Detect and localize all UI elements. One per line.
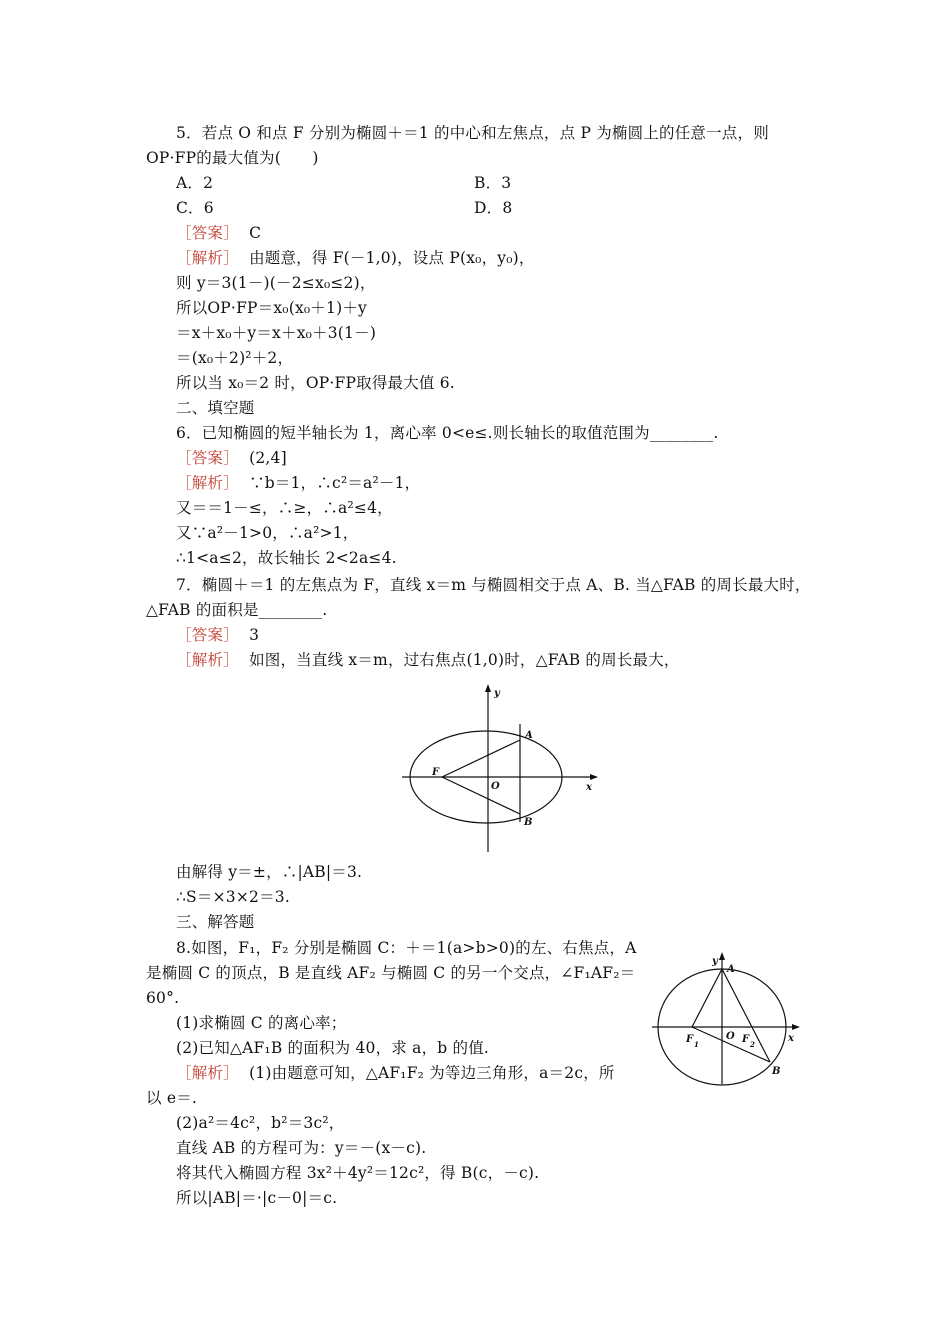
q5-analysis-line3: 所以OP·FP＝x₀(x₀＋1)＋y	[176, 299, 367, 317]
q8-part1: (1)求椭圆 C 的离心率；	[176, 1014, 347, 1032]
label-A: A	[525, 730, 533, 741]
analysis-text: 如图，当直线 x＝m，过右焦点(1,0)时，△FAB 的周长最大，	[249, 651, 680, 669]
y-axis-arrow	[719, 952, 725, 960]
q8-analysis-line1	[176, 1063, 615, 1083]
analysis-text: ∵b＝1，∴c²＝a²－1，	[249, 474, 421, 492]
analysis-tag: ［解析］	[176, 474, 239, 492]
section-heading-solve: 三、解答题	[176, 913, 255, 931]
q5-answer	[176, 223, 261, 243]
label-A: A	[727, 964, 735, 975]
label-F: F	[432, 767, 440, 778]
q8-stem-line2: 是椭圆 C 的顶点，B 是直线 AF₂ 与椭圆 C 的另一个交点，∠F₁AF₂＝	[146, 964, 636, 982]
label-x: x	[788, 1033, 794, 1044]
section-heading-fill-blank: 二、填空题	[176, 399, 255, 417]
q7-analysis-line2: 由解得 y＝±，∴|AB|＝3.	[176, 863, 363, 881]
answer-value: C	[249, 224, 262, 242]
q6-analysis-line2: 又＝＝1－≤，∴≥，∴a²≤4，	[176, 499, 393, 517]
answer-tag: ［答案］	[176, 449, 239, 467]
q6-answer	[176, 448, 287, 468]
label-x: x	[586, 782, 592, 793]
q5-analysis-line4: ＝x＋x₀＋y＝x＋x₀＋3(1－)	[176, 324, 377, 342]
q6-stem: 6．已知椭圆的短半轴长为 1，离心率 0<e≤.则长轴长的取值范围为________.	[176, 424, 719, 442]
q8-analysis-line2: 以 e＝.	[146, 1089, 198, 1107]
analysis-tag: ［解析］	[176, 249, 239, 267]
label-O: O	[726, 1031, 735, 1042]
q6-analysis-line1	[176, 473, 420, 493]
answer-value: 3	[249, 626, 260, 644]
label-B: B	[772, 1066, 781, 1077]
q5-analysis-line1	[176, 248, 535, 268]
q8-analysis-line3: (2)a²＝4c²，b²＝3c²，	[176, 1114, 345, 1132]
q5-option-d: D．8	[474, 199, 513, 217]
q7-ellipse-figure	[402, 684, 612, 854]
q8-stem-line1: 8.如图，F₁，F₂ 分别是椭圆 C：＋＝1(a>b>0)的左、右焦点，A	[176, 939, 637, 957]
answer-tag: ［答案］	[176, 626, 239, 644]
q8-stem-line3: 60°.	[146, 989, 180, 1007]
q6-analysis-line3: 又∵a²－1>0，∴a²>1，	[176, 524, 359, 542]
q7-answer	[176, 625, 259, 645]
q8-analysis-line6: 所以|AB|＝·|c－0|＝c.	[176, 1189, 338, 1207]
analysis-tag: ［解析］	[176, 1064, 239, 1082]
y-axis-arrow	[485, 684, 491, 692]
q7-analysis-line1	[176, 650, 680, 670]
q5-option-c: C．6	[176, 199, 214, 217]
q5-analysis-line6: 所以当 x₀＝2 时，OP·FP取得最大值 6.	[176, 374, 455, 392]
x-axis-arrow	[590, 774, 598, 780]
q7-analysis-line3: ∴S＝×3×2＝3.	[176, 888, 290, 906]
label-F1: F	[686, 1034, 694, 1045]
label-F2: F	[742, 1034, 750, 1045]
label-y: y	[712, 956, 718, 967]
segment-FB	[442, 777, 520, 814]
analysis-tag: ［解析］	[176, 651, 239, 669]
label-O: O	[491, 781, 500, 792]
q8-analysis-line4: 直线 AB 的方程可为：y＝－(x－c).	[176, 1139, 427, 1157]
q8-part2: (2)已知△AF₁B 的面积为 40，求 a，b 的值.	[176, 1039, 490, 1057]
answer-tag: ［答案］	[176, 224, 239, 242]
q6-analysis-line4: ∴1<a≤2，故长轴长 2<2a≤4.	[176, 549, 397, 567]
q7-stem-line2: △FAB 的面积是________.	[146, 601, 328, 619]
x-axis-arrow	[792, 1024, 800, 1030]
q5-option-b: B．3	[474, 174, 512, 192]
analysis-text: (1)由题意可知，△AF₁F₂ 为等边三角形，a＝2c，所	[249, 1064, 615, 1082]
q5-option-a: A．2	[176, 174, 214, 192]
label-F2-subscript: 2	[750, 1040, 755, 1049]
segment-AF1	[692, 969, 722, 1027]
q8-analysis-line5: 将其代入椭圆方程 3x²＋4y²＝12c²，得 B(c，－c).	[176, 1164, 540, 1182]
label-B: B	[524, 817, 533, 828]
q7-stem-line1: 7．椭圆＋＝1 的左焦点为 F，直线 x＝m 与椭圆相交于点 A、B. 当△FAB 的周长最大时，	[176, 576, 811, 594]
q8-ellipse-figure	[650, 952, 804, 1088]
q5-stem-line1: 5．若点 O 和点 F 分别为椭圆＋＝1 的中心和左焦点，点 P 为椭圆上的任意一点，则	[176, 124, 769, 142]
q5-stem-line2: OP·FP的最大值为( )	[146, 149, 319, 167]
q5-analysis-line5: ＝(x₀＋2)²＋2，	[176, 349, 294, 367]
analysis-text: 由题意，得 F(－1,0)，设点 P(x₀，y₀)，	[249, 249, 535, 267]
answer-value: (2,4]	[249, 449, 287, 467]
q5-analysis-line2: 则 y＝3(1－)(－2≤x₀≤2)，	[176, 274, 376, 292]
segment-FA	[442, 740, 520, 777]
label-y: y	[494, 688, 500, 699]
label-F1-subscript: 1	[694, 1040, 699, 1049]
